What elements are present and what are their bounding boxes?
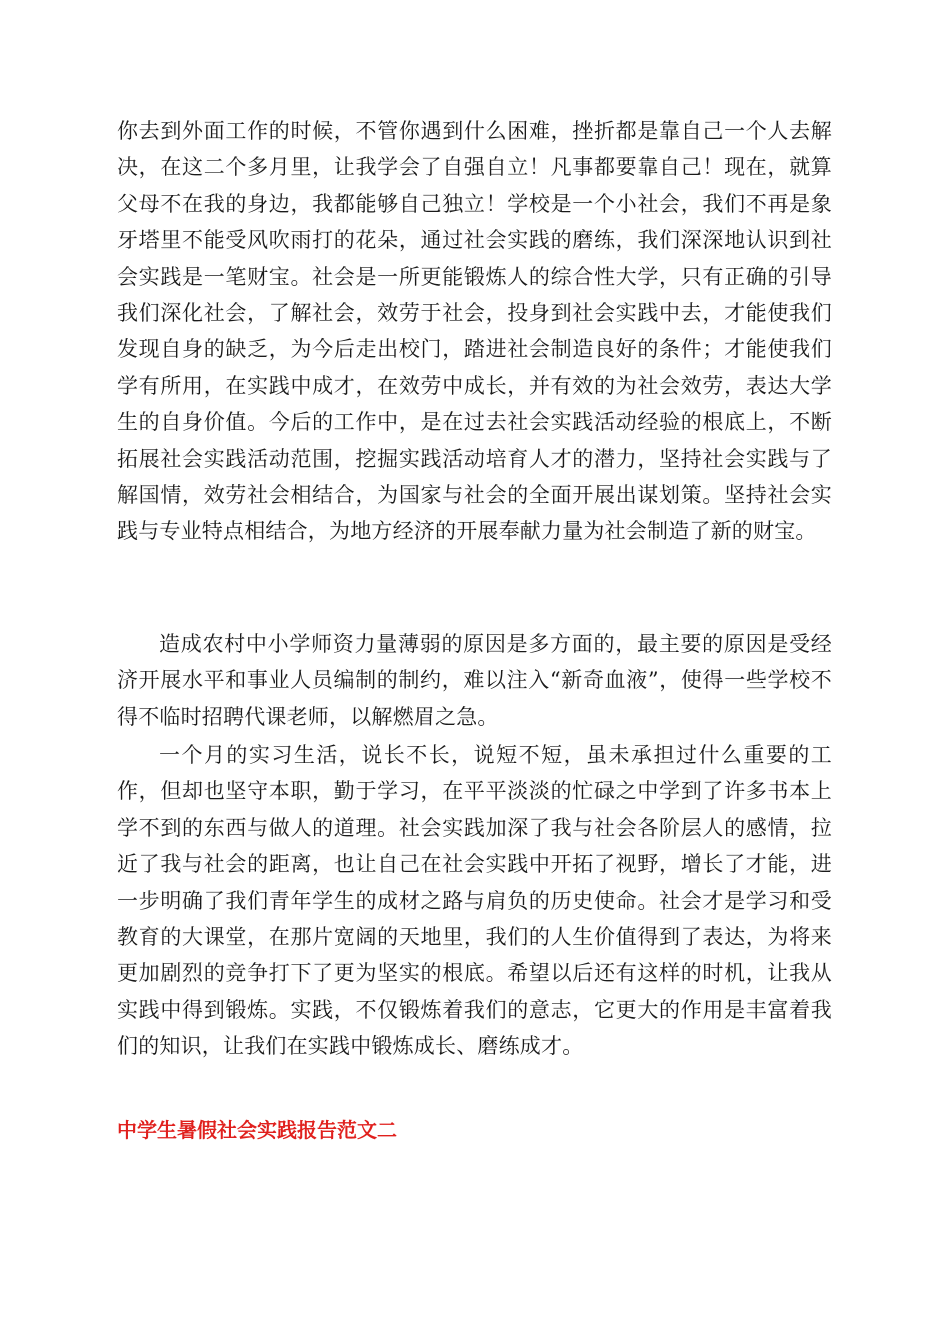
body-paragraph-3: 一个月的实习生活，说长不长，说短不短，虽未承担过什么重要的工作，但却也坚守本职，勤于学习，在平平淡淡的忙碌之中学到了许多书本上学不到的东西与做人的道理。社会实践加深了我与社会各阶层人的感情，拉近了我与社会的距离，也让自己在社会实践中开拓了视野，增长了才能，进一步明确了我们青年学生的成材之路与肩负的历史使命。社会才是学习和受教育的大课堂，在那片宽阔的天地里，我们的人生价值得到了表达，为将来更加剧烈的竞争打下了更为坚实的根底。希望以后还有这样的时机，让我从实践中得到锻炼。实践，不仅锻炼着我们的意志，它更大的作用是丰富着我们的知识，让我们在实践中锻炼成长、磨练成才。	[117, 743, 832, 1059]
body-paragraph-2: 造成农村中小学师资力量薄弱的原因是多方面的，最主要的原因是受经济开展水平和事业人员编制的制约，难以注入“新奇血液”，使得一些学校不得不临时招聘代课老师，以解燃眉之急。	[117, 632, 832, 729]
body-paragraph-1: 你去到外面工作的时候，不管你遇到什么困难，挫折都是靠自己一个人去解决，在这二个多月里，让我学会了自强自立！凡事都要靠自己！现在，就算父母不在我的身边，我都能够自己独立！学校是一个小社会，我们不再是象牙塔里不能受风吹雨打的花朵，通过社会实践的磨练，我们深深地认识到社会实践是一笔财宝。社会是一所更能锻炼人的综合性大学，只有正确的引导我们深化社会，了解社会，效劳于社会，投身到社会实践中去，才能使我们发现自身的缺乏，为今后走出校门，踏进社会制造良好的条件；才能使我们学有所用，在实践中成才，在效劳中成长，并有效的为社会效劳，表达大学生的自身价值。今后的工作中，是在过去社会实践活动经验的根底上，不断拓展社会实践活动范围，挖掘实践活动培育人才的潜力，坚持社会实践与了解国情，效劳社会相结合，为国家与社会的全面开展出谋划策。坚持社会实践与专业特点相结合，为地方经济的开展奉献力量为社会制造了新的财宝。	[117, 119, 832, 544]
section-heading: 中学生暑假社会实践报告范文二	[117, 1118, 397, 1142]
